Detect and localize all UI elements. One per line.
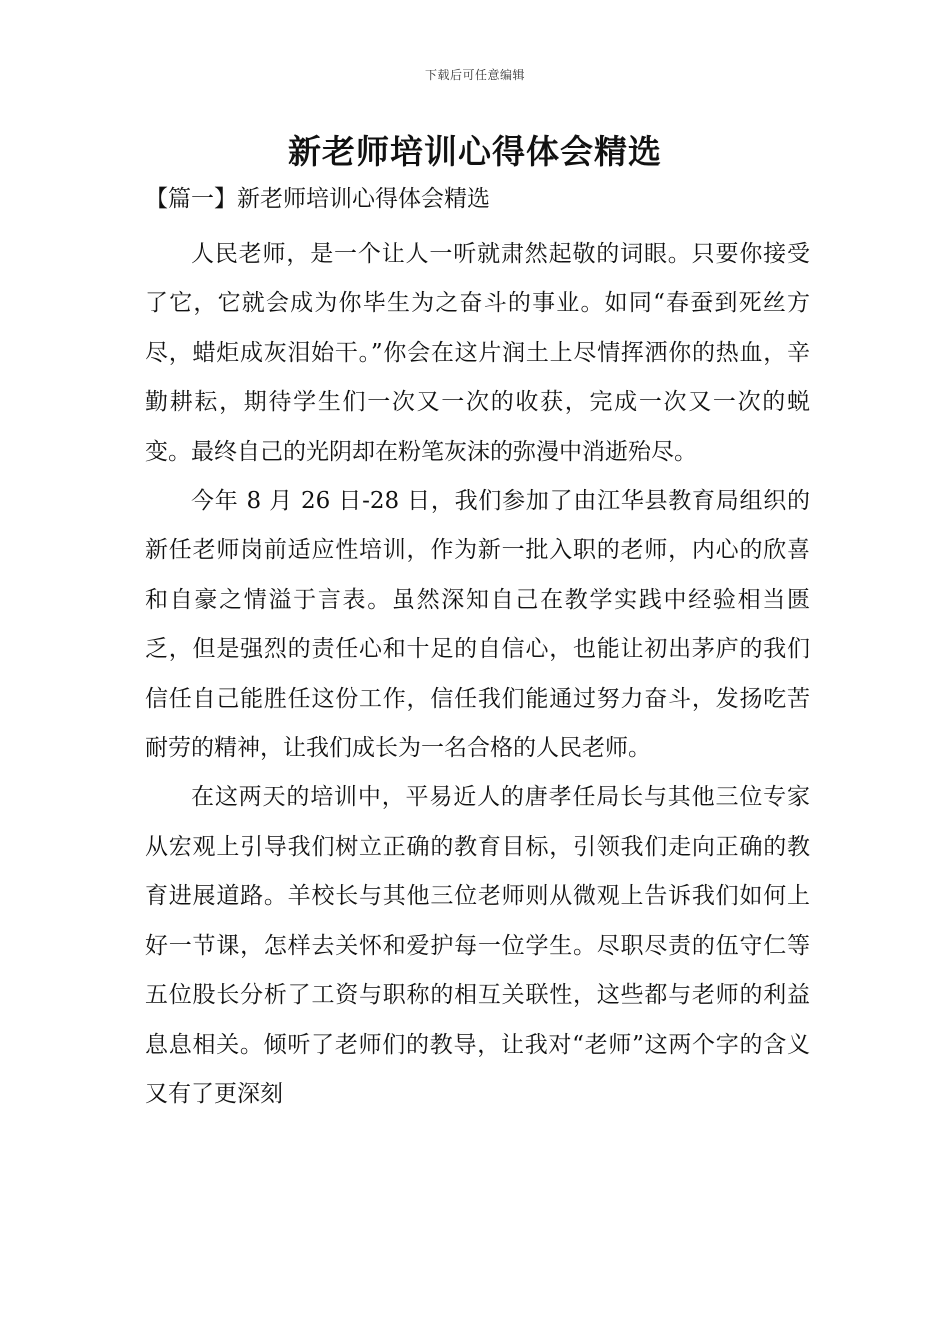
document-body bbox=[145, 230, 810, 1119]
paragraph: 人民老师，是一个让人一听就肃然起敬的词眼。只要你接受了它，它就会成为你毕生为之奋斗的事业。如同“春蚕到死丝方尽，蜡炬成灰泪始干。”你会在这片润土上尽情挥洒你的热血，辛勤耕耘，期待学生们一次又一次的收获，完成一次又一次的蜕变。最终自己的光阴却在粉笔灰沫的弥漫中消逝殆尽。 bbox=[145, 241, 810, 465]
section-heading: 【篇一】新老师培训心得体会精选 bbox=[145, 186, 490, 212]
page-header-note: 下载后可任意编辑 bbox=[424, 68, 525, 82]
paragraph: 在这两天的培训中，平易近人的唐孝任局长与其他三位专家从宏观上引导我们树立正确的教育目标，引领我们走向正确的教育进展道路。羊校长与其他三位老师则从微观上告诉我们如何上好一节课，怎样去关怀和爱护每一位学生。尽职尽责的伍守仁等五位股长分析了工资与职称的相互关联性，这些都与老师的利益息息相关。倾听了老师们的教导，让我对“老师”这两个字的含义又有了更深刻 bbox=[145, 784, 810, 1107]
document-title: 新老师培训心得体会精选 bbox=[288, 132, 662, 171]
paragraph: 今年 8 月 26 日-28 日，我们参加了由江华县教育局组织的新任老师岗前适应性培训，作为新一批入职的老师，内心的欣喜和自豪之情溢于言表。虽然深知自己在教学实践中经验相当匮乏，但是强烈的责任心和十足的自信心，也能让初出茅庐的我们信任自己能胜任这份工作，信任我们能通过努力奋斗，发扬吃苦耐劳的精神，让我们成长为一名合格的人民老师。 bbox=[145, 488, 810, 762]
